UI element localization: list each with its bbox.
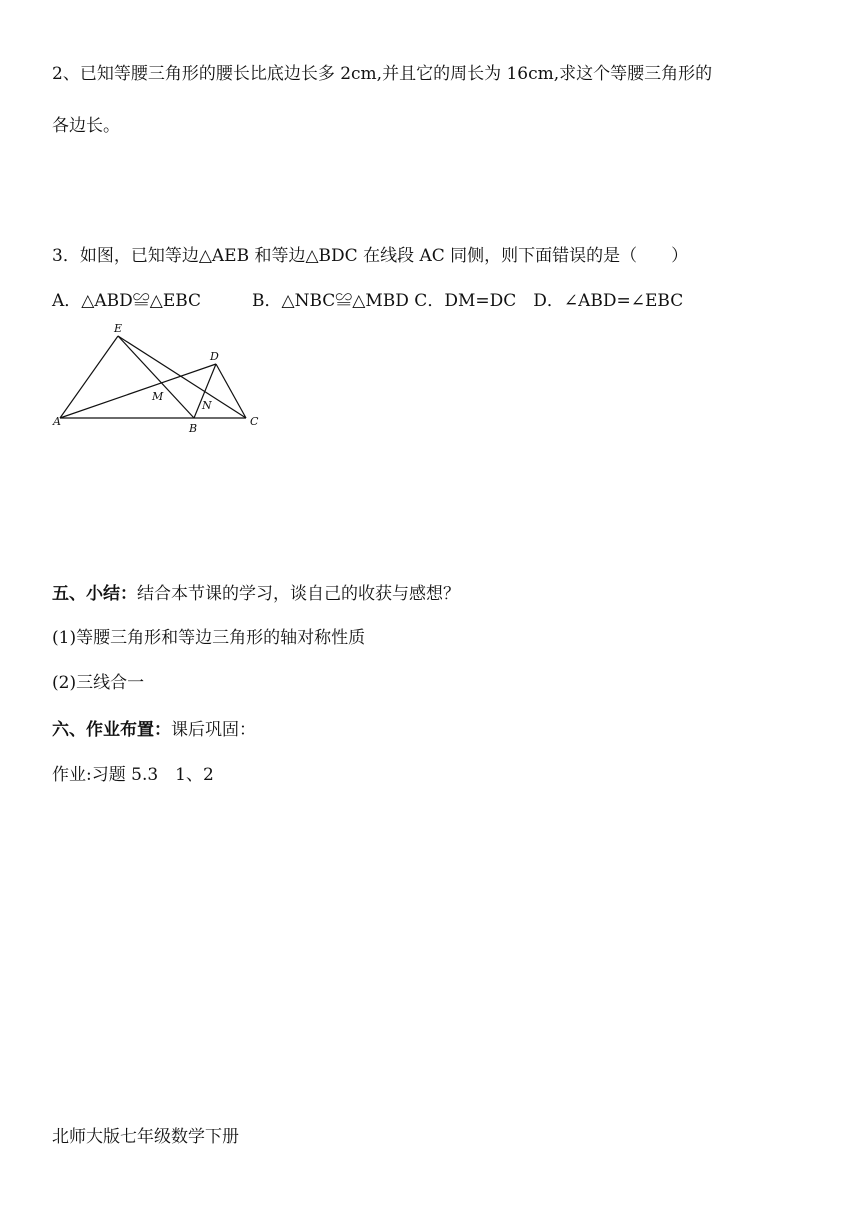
label-d: D [210,350,219,363]
homework-prompt: 课后巩固： [171,720,256,740]
summary-item-2: (2)三线合一 [52,673,145,693]
summary-item-1: (1)等腰三角形和等边三角形的轴对称性质 [52,628,366,648]
label-e: E [114,322,123,335]
segment-ad [60,364,216,418]
label-m: M [152,390,164,403]
homework-heading: 六、作业布置： [52,720,171,740]
summary-prompt: 结合本节课的学习，谈自己的收获与感想？ [137,584,460,604]
geometry-figure [50,318,270,436]
question-2-line-2: 各边长。 [52,116,120,136]
page-footer: 北师大版七年级数学下册 [52,1127,239,1147]
homework-line [52,718,256,742]
summary-line [52,582,460,606]
question-3-stem: 3．如图，已知等边△AEB 和等边△BDC 在线段 AC 同侧，则下面错误的是（ ） [52,246,689,266]
question-3-options: A．△ABD≌△EBC B．△NBC≌△MBD C．DM=DC D．∠ABD=∠EBC [52,291,684,311]
label-b: B [189,422,198,435]
label-c: C [250,415,259,428]
segment-dc [216,364,246,418]
segment-ae [60,336,118,418]
summary-heading: 五、小结： [52,584,137,604]
homework-content: 作业:习题 5.3 1、2 [52,765,214,785]
question-2-line-1: 2、已知等腰三角形的腰长比底边长多 2cm,并且它的周长为 16cm,求这个等腰三角形的 [52,64,713,84]
label-n: N [202,399,212,412]
label-a: A [53,415,61,428]
